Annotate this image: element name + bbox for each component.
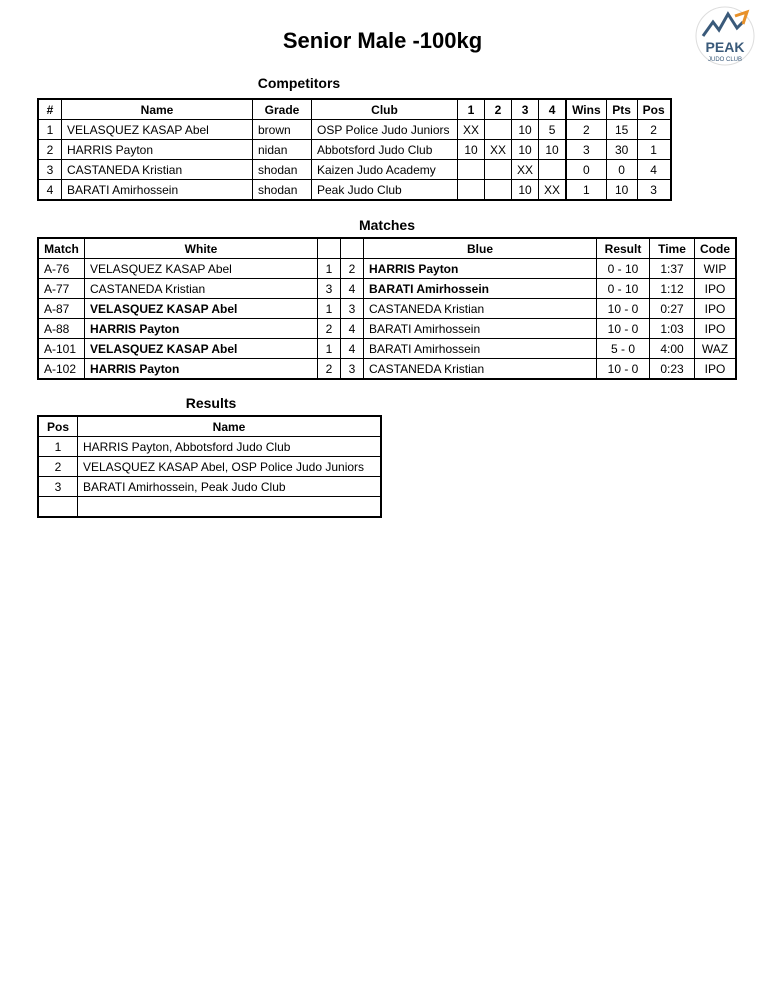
match-blue: BARATI Amirhossein xyxy=(364,319,597,339)
competitor-cell xyxy=(485,180,512,201)
matches-header xyxy=(341,238,364,259)
competitors-header: 3 xyxy=(512,99,539,120)
competitor-cell xyxy=(458,160,485,180)
match-result: 10 - 0 xyxy=(597,359,650,380)
matches-header: Blue xyxy=(364,238,597,259)
competitor-cell: 3 xyxy=(566,140,606,160)
results-header: Pos xyxy=(38,416,78,437)
competitor-cell: VELASQUEZ KASAP Abel xyxy=(62,120,253,140)
competitor-cell: 3 xyxy=(637,180,671,201)
competitor-cell: 5 xyxy=(539,120,567,140)
competitor-row xyxy=(38,180,671,201)
match-id: A-76 xyxy=(38,259,85,279)
match-blue-number: 2 xyxy=(341,259,364,279)
result-position: 3 xyxy=(38,477,78,497)
match-white: CASTANEDA Kristian xyxy=(85,279,318,299)
result-name: VELASQUEZ KASAP Abel, OSP Police Judo Juniors xyxy=(78,457,382,477)
competitor-cell: CASTANEDA Kristian xyxy=(62,160,253,180)
result-row xyxy=(38,497,381,518)
match-white-number: 2 xyxy=(318,359,341,380)
match-code: IPO xyxy=(695,319,737,339)
matches-heading: Matches xyxy=(358,217,416,233)
match-time: 0:27 xyxy=(650,299,695,319)
competitor-cell: 2 xyxy=(38,140,62,160)
competitor-cell: 10 xyxy=(458,140,485,160)
match-row xyxy=(38,319,736,339)
competitor-cell: 30 xyxy=(606,140,637,160)
result-row xyxy=(38,457,381,477)
match-id: A-102 xyxy=(38,359,85,380)
match-white: VELASQUEZ KASAP Abel xyxy=(85,339,318,359)
competitors-header: # xyxy=(38,99,62,120)
result-position xyxy=(38,497,78,518)
competitor-cell: XX xyxy=(512,160,539,180)
match-result: 0 - 10 xyxy=(597,259,650,279)
competitor-cell: 1 xyxy=(38,120,62,140)
match-blue-number: 4 xyxy=(341,279,364,299)
match-time: 1:37 xyxy=(650,259,695,279)
competitors-header: 4 xyxy=(539,99,567,120)
match-code: WAZ xyxy=(695,339,737,359)
competitor-cell: 3 xyxy=(38,160,62,180)
match-blue-number: 4 xyxy=(341,319,364,339)
results-table xyxy=(37,415,382,518)
match-row xyxy=(38,299,736,319)
competitor-cell: Peak Judo Club xyxy=(312,180,458,201)
competitor-cell: 1 xyxy=(637,140,671,160)
competitors-header: Name xyxy=(62,99,253,120)
matches-table xyxy=(37,237,737,380)
match-white-number: 1 xyxy=(318,259,341,279)
competitor-cell xyxy=(458,180,485,201)
match-white: HARRIS Payton xyxy=(85,319,318,339)
competitor-row xyxy=(38,120,671,140)
competitor-row xyxy=(38,140,671,160)
matches-header xyxy=(318,238,341,259)
competitor-cell: 15 xyxy=(606,120,637,140)
competitors-header: Wins xyxy=(566,99,606,120)
results-heading: Results xyxy=(185,395,237,411)
matches-header: White xyxy=(85,238,318,259)
result-name xyxy=(78,497,382,518)
results-header: Name xyxy=(78,416,382,437)
match-result: 0 - 10 xyxy=(597,279,650,299)
competitor-cell: 4 xyxy=(38,180,62,201)
match-white: HARRIS Payton xyxy=(85,359,318,380)
result-position: 2 xyxy=(38,457,78,477)
match-row xyxy=(38,339,736,359)
result-row xyxy=(38,477,381,497)
competitors-heading: Competitors xyxy=(257,75,341,91)
competitor-cell: 1 xyxy=(566,180,606,201)
match-time: 1:03 xyxy=(650,319,695,339)
result-row xyxy=(38,437,381,457)
svg-text:JUDO CLUB: JUDO CLUB xyxy=(707,57,743,63)
match-row xyxy=(38,359,736,380)
competitor-cell: 2 xyxy=(637,120,671,140)
competitors-header: Pos xyxy=(637,99,671,120)
result-position: 1 xyxy=(38,437,78,457)
match-blue-number: 4 xyxy=(341,339,364,359)
competitor-cell: XX xyxy=(485,140,512,160)
match-time: 4:00 xyxy=(650,339,695,359)
match-id: A-101 xyxy=(38,339,85,359)
page-title: Senior Male -100kg xyxy=(282,28,483,53)
competitor-cell xyxy=(485,120,512,140)
match-time: 1:12 xyxy=(650,279,695,299)
competitor-cell: OSP Police Judo Juniors xyxy=(312,120,458,140)
match-blue: CASTANEDA Kristian xyxy=(364,359,597,380)
match-blue: BARATI Amirhossein xyxy=(364,339,597,359)
match-row xyxy=(38,259,736,279)
competitor-cell: Kaizen Judo Academy xyxy=(312,160,458,180)
match-result: 5 - 0 xyxy=(597,339,650,359)
match-white-number: 1 xyxy=(318,339,341,359)
match-id: A-77 xyxy=(38,279,85,299)
match-blue: CASTANEDA Kristian xyxy=(364,299,597,319)
match-blue-number: 3 xyxy=(341,359,364,380)
competitor-cell: 10 xyxy=(512,120,539,140)
competitors-header: Grade xyxy=(253,99,312,120)
match-blue-number: 3 xyxy=(341,299,364,319)
result-name: HARRIS Payton, Abbotsford Judo Club xyxy=(78,437,382,457)
competitor-cell: shodan xyxy=(253,160,312,180)
competitor-cell: 10 xyxy=(512,140,539,160)
competitors-header: Club xyxy=(312,99,458,120)
match-white: VELASQUEZ KASAP Abel xyxy=(85,259,318,279)
match-white: VELASQUEZ KASAP Abel xyxy=(85,299,318,319)
competitor-cell xyxy=(485,160,512,180)
svg-text:PEAK: PEAK xyxy=(705,39,745,55)
competitor-cell: nidan xyxy=(253,140,312,160)
competitor-cell: XX xyxy=(458,120,485,140)
match-id: A-88 xyxy=(38,319,85,339)
match-result: 10 - 0 xyxy=(597,319,650,339)
match-row xyxy=(38,279,736,299)
match-white-number: 2 xyxy=(318,319,341,339)
match-white-number: 3 xyxy=(318,279,341,299)
competitors-table xyxy=(37,98,672,201)
match-blue: BARATI Amirhossein xyxy=(364,279,597,299)
competitors-header: 2 xyxy=(485,99,512,120)
competitor-cell: brown xyxy=(253,120,312,140)
peak-logo xyxy=(695,2,755,70)
competitor-cell: 2 xyxy=(566,120,606,140)
matches-header: Match xyxy=(38,238,85,259)
competitor-cell xyxy=(539,160,567,180)
match-code: WIP xyxy=(695,259,737,279)
match-white-number: 1 xyxy=(318,299,341,319)
match-code: IPO xyxy=(695,359,737,380)
match-result: 10 - 0 xyxy=(597,299,650,319)
competitor-cell: 10 xyxy=(606,180,637,201)
competitor-cell: HARRIS Payton xyxy=(62,140,253,160)
result-name: BARATI Amirhossein, Peak Judo Club xyxy=(78,477,382,497)
matches-header: Code xyxy=(695,238,737,259)
competitor-row xyxy=(38,160,671,180)
matches-header: Time xyxy=(650,238,695,259)
competitor-cell: Abbotsford Judo Club xyxy=(312,140,458,160)
competitor-cell: BARATI Amirhossein xyxy=(62,180,253,201)
competitor-cell: XX xyxy=(539,180,567,201)
match-code: IPO xyxy=(695,299,737,319)
match-time: 0:23 xyxy=(650,359,695,380)
match-blue: HARRIS Payton xyxy=(364,259,597,279)
match-code: IPO xyxy=(695,279,737,299)
competitor-cell: 10 xyxy=(539,140,567,160)
competitor-cell: 10 xyxy=(512,180,539,201)
competitor-cell: shodan xyxy=(253,180,312,201)
matches-header: Result xyxy=(597,238,650,259)
competitor-cell: 4 xyxy=(637,160,671,180)
competitor-cell: 0 xyxy=(566,160,606,180)
competitors-header: Pts xyxy=(606,99,637,120)
competitors-header: 1 xyxy=(458,99,485,120)
match-id: A-87 xyxy=(38,299,85,319)
competitor-cell: 0 xyxy=(606,160,637,180)
